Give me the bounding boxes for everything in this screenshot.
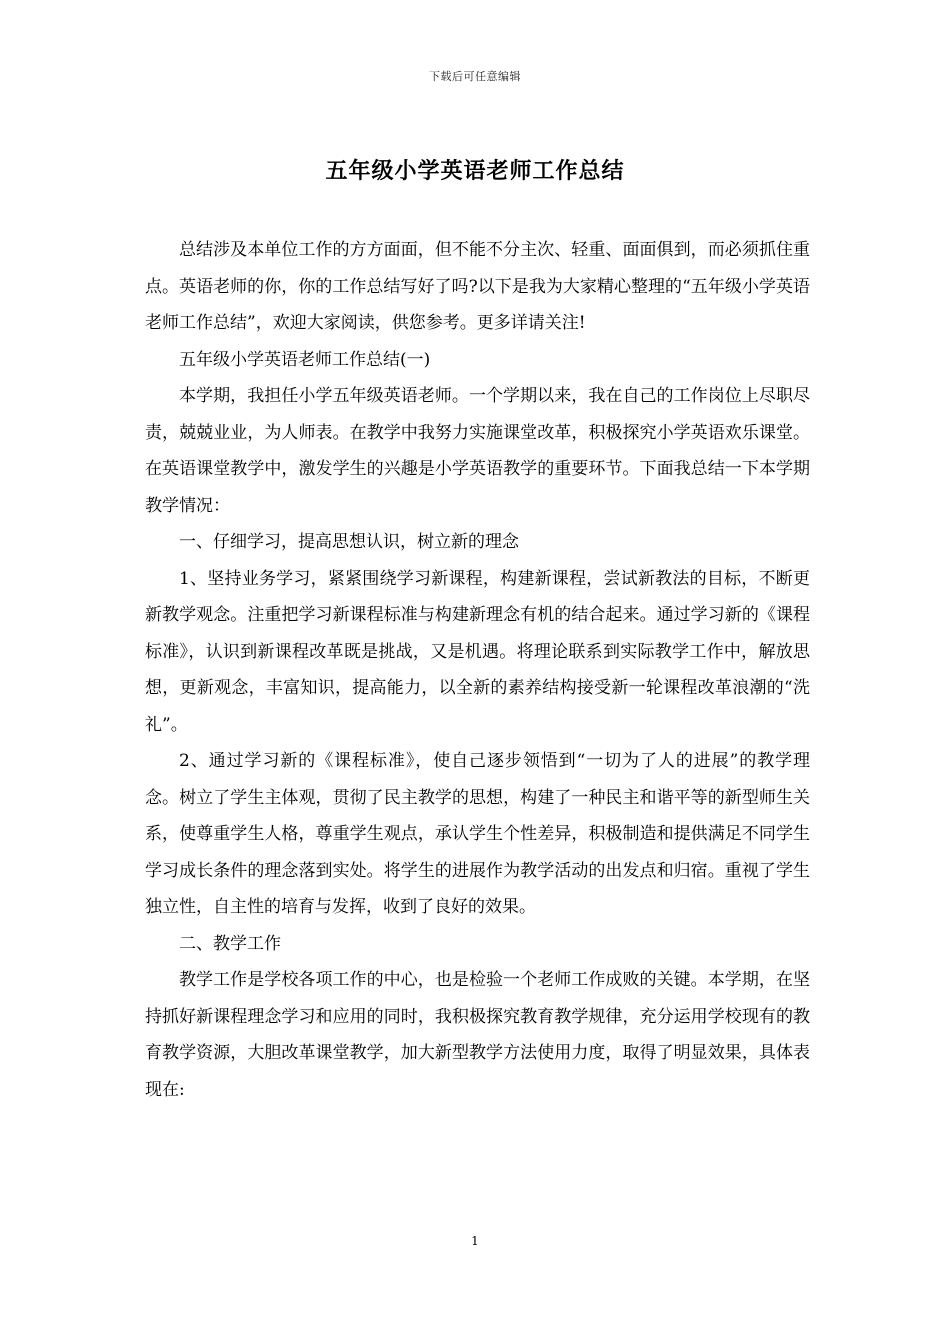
section-heading-study: 一、仔细学习，提高思想认识，树立新的理念 [179,532,519,552]
paragraph-item-2: 2、通过学习新的《课程标准》，使自己逐步领悟到“一切为了人的进展”的教学理念。树立了学生主体观，贯彻了民主教学的思想，构建了一种民主和谐平等的新型师生关系，使尊重学生人格，尊重学生观点，承认学生个性差异，积极制造和提供满足不同学生学习成长条件的理念落到实处。将学生的进展作为教学活动的出发点和归宿。重视了学生独立性，自主性的培育与发挥，收到了良好的效果。 [145,751,810,917]
paragraph-item-1: 1、坚持业务学习，紧紧围绕学习新课程，构建新课程，尝试新教法的目标，不断更新教学观念。注重把学习新课程标准与构建新理念有机的结合起来。通过学习新的《课程标准》，认识到新课程改革既是挑战，又是机遇。将理论联系到实际教学工作中，解放思想，更新观念，丰富知识，提高能力，以全新的素养结构接受新一轮课程改革浪潮的“洗礼”。 [145,568,810,735]
document-title: 五年级小学英语老师工作总结 [325,158,625,184]
section-heading-teaching: 二、教学工作 [179,933,281,954]
page-number: 1 [471,1234,479,1248]
header-note: 下载后可任意编辑 [429,70,521,83]
document-body [145,232,810,1108]
paragraph-overview: 本学期，我担任小学五年级英语老师。一个学期以来，我在自己的工作岗位上尽职尽责，兢兢业业，为人师表。在教学中我努力实施课堂改革，积极探究小学英语欢乐课堂。在英语课堂教学中，激发学生的兴趣是小学英语教学的重要环节。下面我总结一下本学期教学情况： [145,386,810,516]
section-heading-part-one: 五年级小学英语老师工作总结(一) [179,349,431,370]
paragraph-intro: 总结涉及本单位工作的方方面面，但不能不分主次、轻重、面面俱到，而必须抓住重点。英语老师的你，你的工作总结写好了吗?以下是我为大家精心整理的“五年级小学英语老师工作总结”，欢迎大家阅读，供您参考。更多详请关注! [145,240,810,333]
paragraph-teaching: 教学工作是学校各项工作的中心，也是检验一个老师工作成败的关键。本学期，在坚持抓好新课程理念学习和应用的同时，我积极探究教育教学规律，充分运用学校现有的教育教学资源，大胆改革课堂教学，加大新型教学方法使用力度，取得了明显效果，具体表现在: [145,970,810,1100]
